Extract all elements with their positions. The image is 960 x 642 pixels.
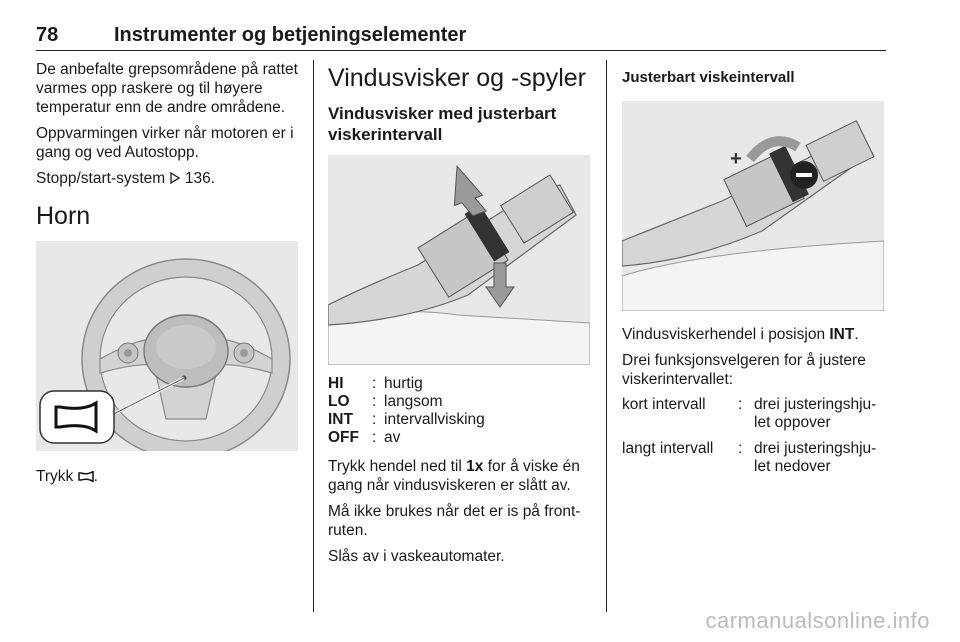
interval-row-short: kort intervall : drei justeringshju-let oppover: [622, 396, 877, 431]
interval-dial-illustration: [622, 101, 884, 311]
interval-heading: Justerbart viskeintervall: [622, 69, 795, 86]
column-divider-right: [606, 60, 607, 612]
legend-row-hi: HI : hurtig: [328, 375, 423, 392]
column-1: [36, 60, 298, 493]
interval-row-long: langt intervall : drei justeringshju-let nedover: [622, 440, 877, 475]
single-wipe-paragraph: Trykk hendel ned til 1x for å viske én gang når vindusviskeren er slått av.: [328, 458, 580, 494]
horn-heading: Horn: [36, 202, 91, 230]
legend-row-int: INT : intervallvisking: [328, 411, 485, 428]
ice-warning-paragraph: Må ikke brukes når det er is på front-ruten.: [328, 503, 581, 539]
horn-caption-text: Trykk: [36, 468, 74, 485]
column-3: [622, 60, 888, 484]
steering-heat-paragraph: De anbefalte grepsområdene på rattet varmes opp raskere og til høyere temperatur enn de andre områdene.: [36, 61, 298, 116]
wiper-legend: [328, 375, 596, 447]
interval-table: [622, 396, 888, 484]
stop-start-text: Stopp/start-system: [36, 170, 166, 187]
car-wash-paragraph: Slås av i vaskeautomater.: [328, 548, 505, 565]
plus-label: +: [730, 148, 742, 170]
page-number: 78: [36, 24, 59, 46]
legend-row-off: OFF : av: [328, 429, 401, 446]
column-2: [328, 60, 596, 573]
legend-row-lo: LO : langsom: [328, 393, 443, 410]
steering-wheel-illustration: [36, 241, 298, 451]
wiper-lever-illustration: [328, 155, 590, 365]
horn-icon: [78, 468, 94, 479]
chapter-title: Instrumenter og betjeningselementer: [114, 24, 467, 46]
column-divider-left: [313, 60, 314, 612]
wiper-heading: Vindusvisker og -spyler: [328, 64, 586, 92]
stop-start-page: 136.: [184, 170, 216, 187]
adjust-interval-paragraph: Drei funksjonsvelgeren for å justere viskerintervallet:: [622, 352, 866, 388]
stop-start-reference[interactable]: [36, 169, 298, 188]
autostop-paragraph: Oppvarmingen virker når motoren er i gang og ved Autostopp.: [36, 125, 294, 161]
page-ref-icon: [170, 170, 185, 187]
wiper-subheading: Vindusvisker med justerbart viskerintervall: [328, 104, 557, 144]
page-header: [36, 20, 886, 51]
int-position-paragraph: Vindusviskerhendel i posisjon INT.: [622, 326, 859, 343]
horn-caption: Trykk .: [36, 468, 98, 485]
watermark-footer: carmanualsonline.info: [705, 608, 930, 633]
